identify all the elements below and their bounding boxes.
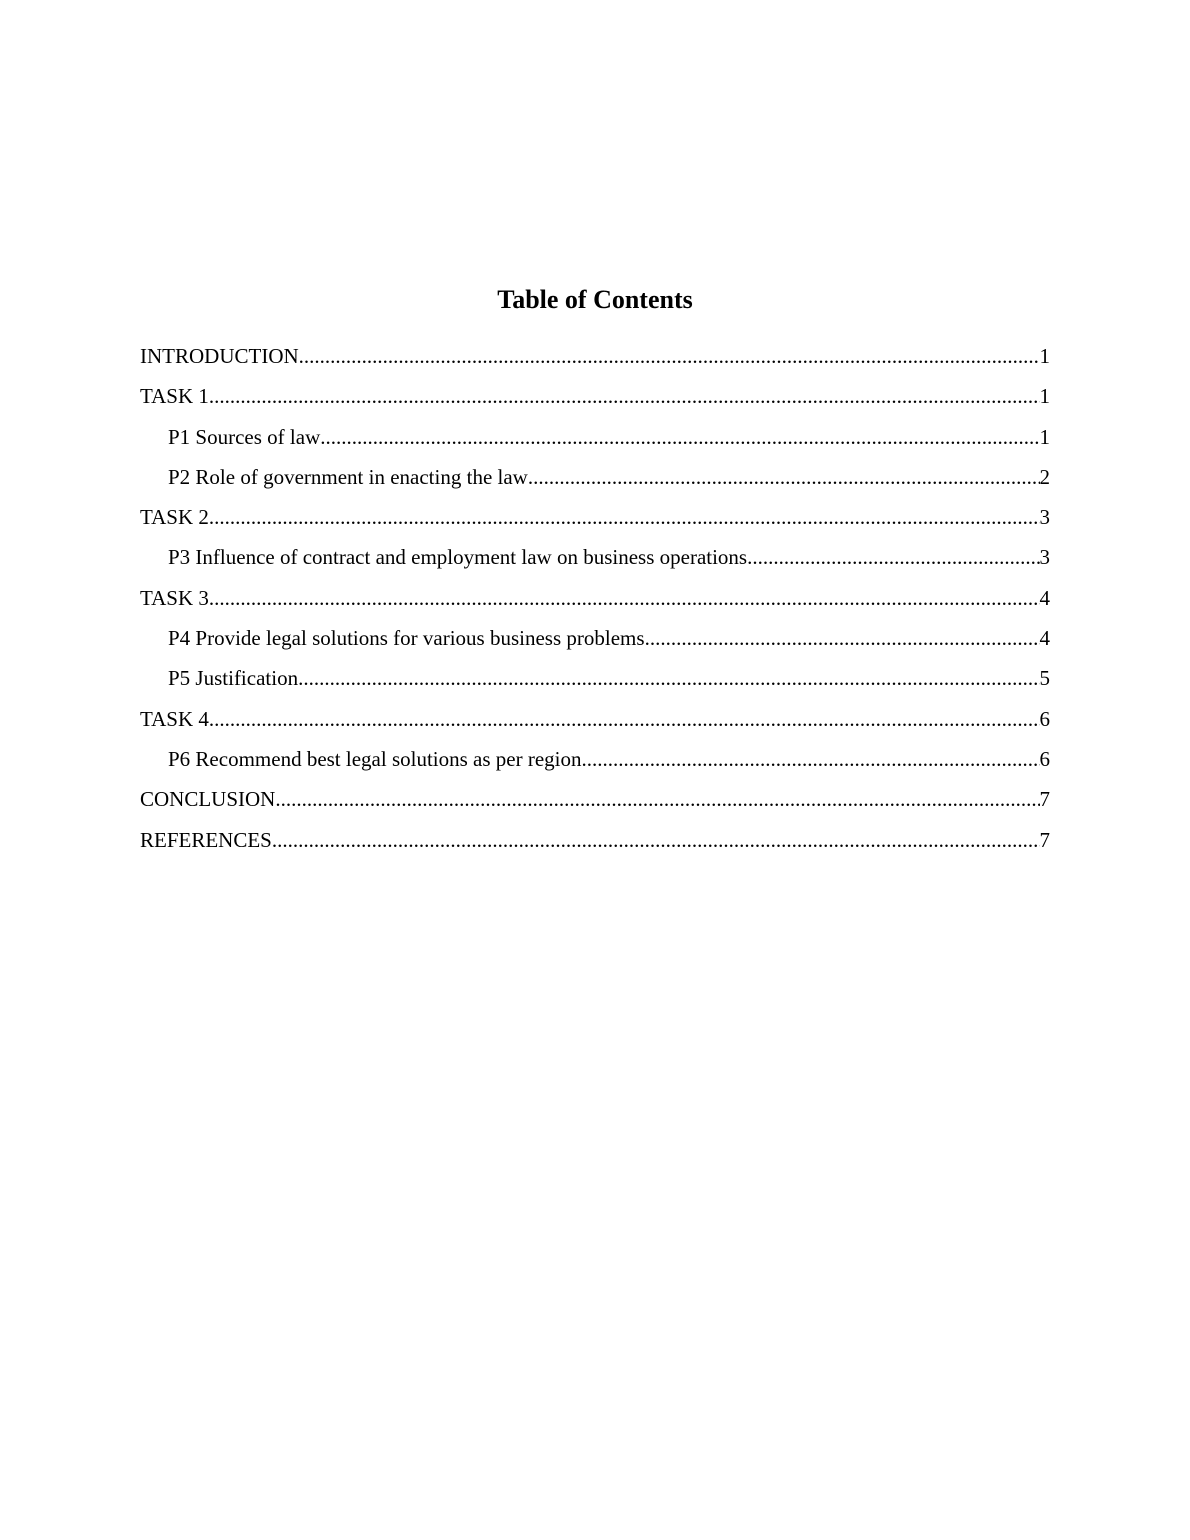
toc-dot-leader (272, 824, 1040, 857)
toc-page-number: 7 (1039, 787, 1050, 812)
toc-page-number: 4 (1039, 585, 1050, 610)
toc-dot-leader (209, 501, 1040, 534)
toc-entry-task-2[interactable] (140, 501, 1050, 541)
toc-page-number: 1 (1039, 344, 1050, 368)
toc-page-number: 2 (1039, 464, 1050, 489)
toc-page-number: 3 (1039, 505, 1050, 530)
toc-page-number: 1 (1039, 424, 1050, 449)
toc-dot-leader (299, 340, 1040, 373)
toc-entry-label: P2 Role of government in enacting the law (168, 464, 528, 489)
toc-entry-label: P6 Recommend best legal solutions as per region (168, 746, 582, 771)
toc-entry-p1[interactable] (140, 421, 1050, 461)
toc-entry-p3[interactable] (140, 541, 1050, 581)
toc-entry-label: INTRODUCTION (140, 344, 299, 368)
toc-entry-p4[interactable] (140, 622, 1050, 662)
toc-page-number: 4 (1039, 626, 1050, 651)
toc-entry-label: P5 Justification (168, 666, 299, 691)
toc-entry-references[interactable] (140, 824, 1050, 864)
toc-page-number: 3 (1039, 545, 1050, 570)
toc-dot-leader (747, 541, 1039, 574)
toc-entry-label: P4 Provide legal solutions for various business problems (168, 626, 645, 651)
toc-entry-label: TASK 3 (140, 585, 209, 610)
toc-dot-leader (320, 421, 1039, 454)
toc-entry-task-1[interactable] (140, 380, 1050, 420)
toc-entry-p5[interactable] (140, 662, 1050, 702)
toc-entry-conclusion[interactable] (140, 783, 1050, 823)
toc-entry-label: REFERENCES (140, 827, 272, 852)
toc-dot-leader (582, 743, 1040, 776)
toc-page-number: 6 (1039, 746, 1050, 771)
toc-entry-label: CONCLUSION (140, 787, 276, 812)
toc-dot-leader (209, 582, 1040, 615)
toc-page-number: 5 (1039, 666, 1050, 691)
toc-entry-label: TASK 1 (140, 384, 209, 409)
toc-page-number: 7 (1039, 827, 1050, 852)
toc-title: Table of Contents (497, 285, 693, 314)
toc-dot-leader (209, 703, 1040, 736)
toc-page-number: 1 (1039, 384, 1050, 409)
toc-entry-label: P1 Sources of law (168, 424, 321, 449)
toc-entry-p2[interactable] (140, 461, 1050, 501)
toc-entry-p6[interactable] (140, 743, 1050, 783)
toc-entry-label: TASK 2 (140, 505, 209, 530)
toc-page-number: 6 (1039, 706, 1050, 731)
toc-entry-task-3[interactable] (140, 582, 1050, 622)
toc-list (140, 340, 1050, 864)
toc-entry-introduction[interactable] (140, 340, 1050, 380)
toc-dot-leader (298, 662, 1039, 695)
toc-dot-leader (275, 783, 1039, 816)
toc-dot-leader (528, 461, 1040, 494)
toc-entry-label: TASK 4 (140, 706, 209, 731)
toc-entry-task-4[interactable] (140, 703, 1050, 743)
toc-entry-label: P3 Influence of contract and employment law on business operations (168, 545, 748, 570)
toc-dot-leader (645, 622, 1040, 655)
toc-dot-leader (209, 380, 1040, 413)
